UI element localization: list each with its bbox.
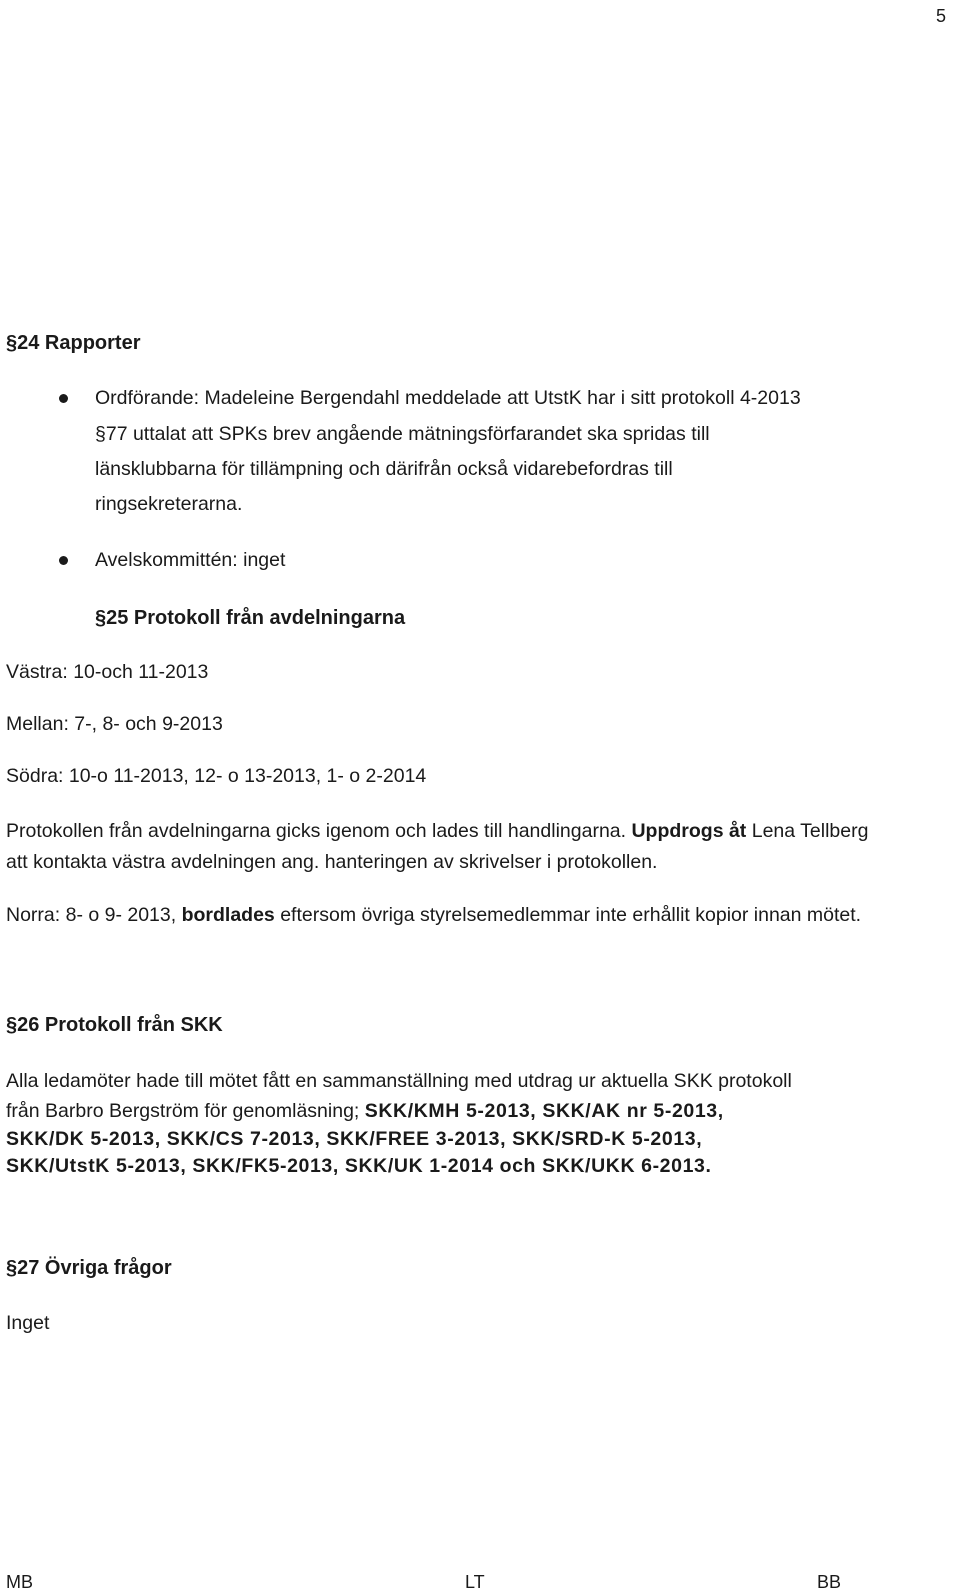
footer-initials-bb: BB (817, 1572, 842, 1592)
protokollen-line-1 (6, 822, 868, 842)
footer-initials-lt: LT (465, 1572, 485, 1592)
bordlades-bold: bordlades (181, 904, 275, 926)
bullet-2-line-1: Avelskommittén: inget (95, 549, 286, 571)
page-number: 5 (935, 6, 946, 26)
protokollen-line-2: att kontakta västra avdelningen ang. hanteringen av skrivelser i protokollen. (6, 851, 658, 873)
bullet-1-line-1: Ordförande: Madeleine Bergendahl meddelade att UtstK har i sitt protokoll 4-2013 (95, 387, 801, 409)
skk-line-2 (6, 1102, 724, 1122)
bullet-icon (59, 394, 68, 403)
footer-initials-mb: MB (6, 1572, 33, 1592)
mellan-line: Mellan: 7-, 8- och 9-2013 (6, 713, 223, 735)
section-25-heading: §25 Protokoll från avdelningarna (95, 607, 406, 629)
norra-rest: eftersom övriga styrelsemedlemmar inte erhållit kopior innan mötet. (274, 904, 862, 926)
section-24-heading: §24 Rapporter (6, 332, 141, 354)
protokollen-name: Lena Tellberg (746, 820, 869, 842)
bullet-1-line-3: länsklubbarna för tillämpning och därifrån också vidarebefordras till (95, 458, 673, 480)
bullet-icon (59, 556, 68, 565)
protokollen-text: Protokollen från avdelningarna gicks igenom och lades till handlingarna. (6, 820, 632, 842)
skk-list-3: SKK/UtstK 5-2013, SKK/FK5-2013, SKK/UK 1-2014 och SKK/UKK 6-2013. (6, 1155, 712, 1177)
skk-list-1: SKK/KMH 5-2013, SKK/AK nr 5-2013, (364, 1100, 724, 1122)
skk-line-2-text: från Barbro Bergström för genomläsning; (6, 1100, 365, 1122)
sodra-line: Södra: 10-o 11-2013, 12- o 13-2013, 1- o 2-2014 (6, 765, 427, 787)
bullet-1-line-4: ringsekreterarna. (95, 493, 243, 515)
vastra-line: Västra: 10-och 11-2013 (6, 661, 209, 683)
norra-line (6, 906, 861, 926)
section-27-heading: §27 Övriga frågor (6, 1257, 172, 1279)
norra-text: Norra: 8- o 9- 2013, (6, 904, 182, 926)
skk-list-2: SKK/DK 5-2013, SKK/CS 7-2013, SKK/FREE 3-2013, SKK/SRD-K 5-2013, (6, 1128, 703, 1150)
skk-line-1: Alla ledamöter hade till mötet fått en sammanställning med utdrag ur aktuella SKK protokoll (6, 1070, 792, 1092)
bullet-1-line-2: §77 uttalat att SPKs brev angående mätningsförfarandet ska spridas till (95, 423, 710, 445)
ovriga-text: Inget (6, 1312, 50, 1334)
section-26-heading: §26 Protokoll från SKK (6, 1014, 223, 1036)
uppdrogs-bold: Uppdrogs åt (631, 820, 747, 842)
